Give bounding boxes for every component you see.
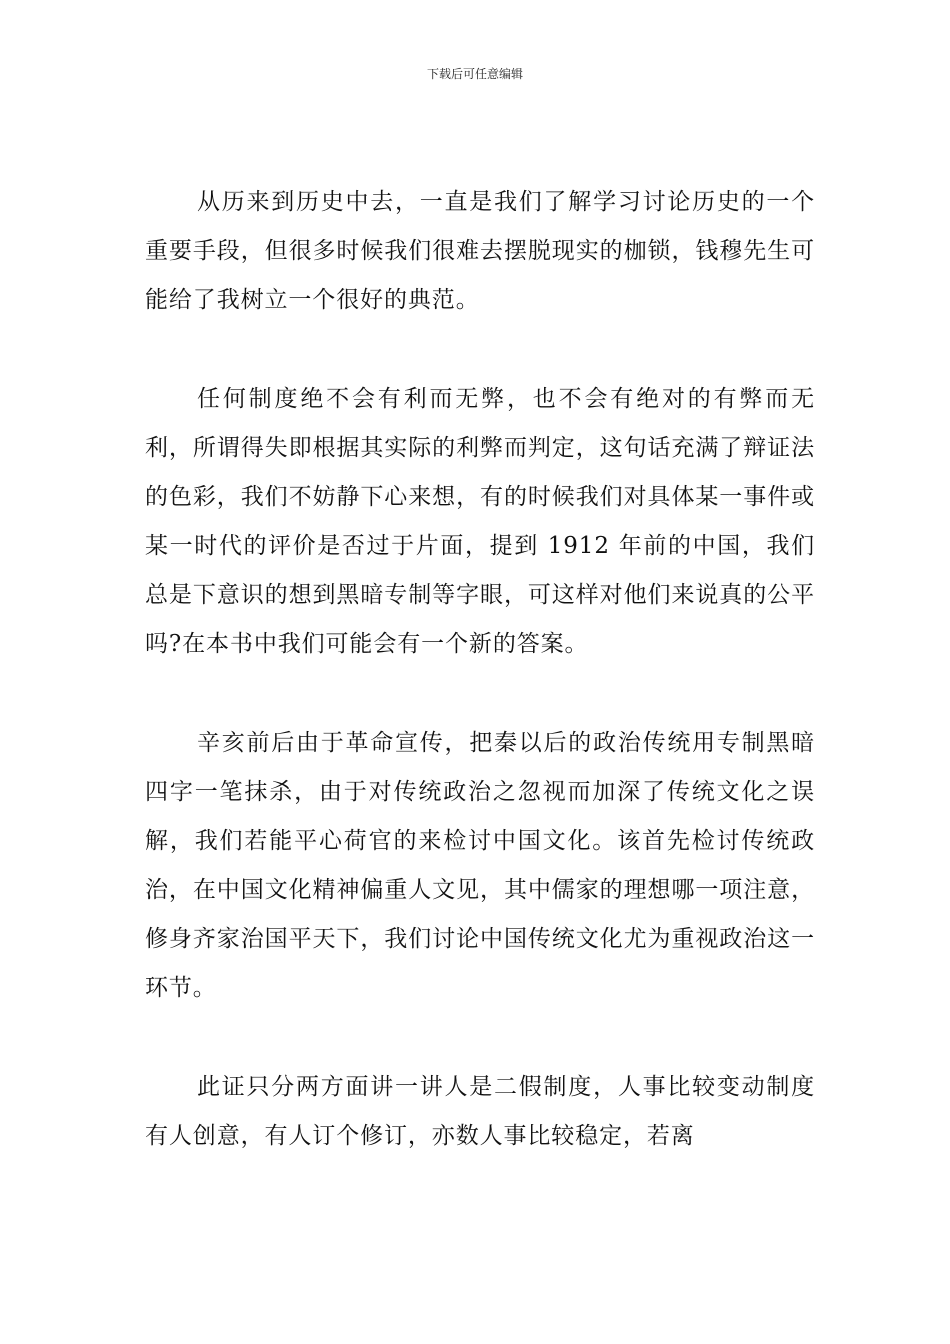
paragraph-4: 此证只分两方面讲一讲人是二假制度，人事比较变动制度有人创意，有人订个修订，亦数人事比较稳定，若离 (145, 1074, 815, 1149)
paragraph-2: 任何制度绝不会有利而无弊，也不会有绝对的有弊而无利，所谓得失即根据其实际的利弊而判定，这句话充满了辩证法的色彩，我们不妨静下心来想，有的时候我们对具体某一事件或某一时代的评价是否过于片面，提到 1912 年前的中国，我们总是下意识的想到黑暗专制等字眼，可这样对他们来说真的公平吗?在本书中我们可能会有一个新的答案。 (145, 386, 815, 657)
paragraph-3: 辛亥前后由于革命宣传，把秦以后的政治传统用专制黑暗四字一笔抹杀，由于对传统政治之忽视而加深了传统文化之误解，我们若能平心荷官的来检讨中国文化。该首先检讨传统政治，在中国文化精神偏重人文见，其中儒家的理想哪一项注意，修身齐家治国平天下，我们讨论中国传统文化尤为重视政治这一环节。 (145, 730, 815, 1001)
paragraph-1: 从历来到历史中去，一直是我们了解学习讨论历史的一个重要手段，但很多时候我们很难去摆脱现实的枷锁，钱穆先生可能给了我树立一个很好的典范。 (145, 189, 815, 313)
document-body (145, 178, 815, 1211)
page-header: 下载后可任意编辑 (426, 67, 523, 81)
